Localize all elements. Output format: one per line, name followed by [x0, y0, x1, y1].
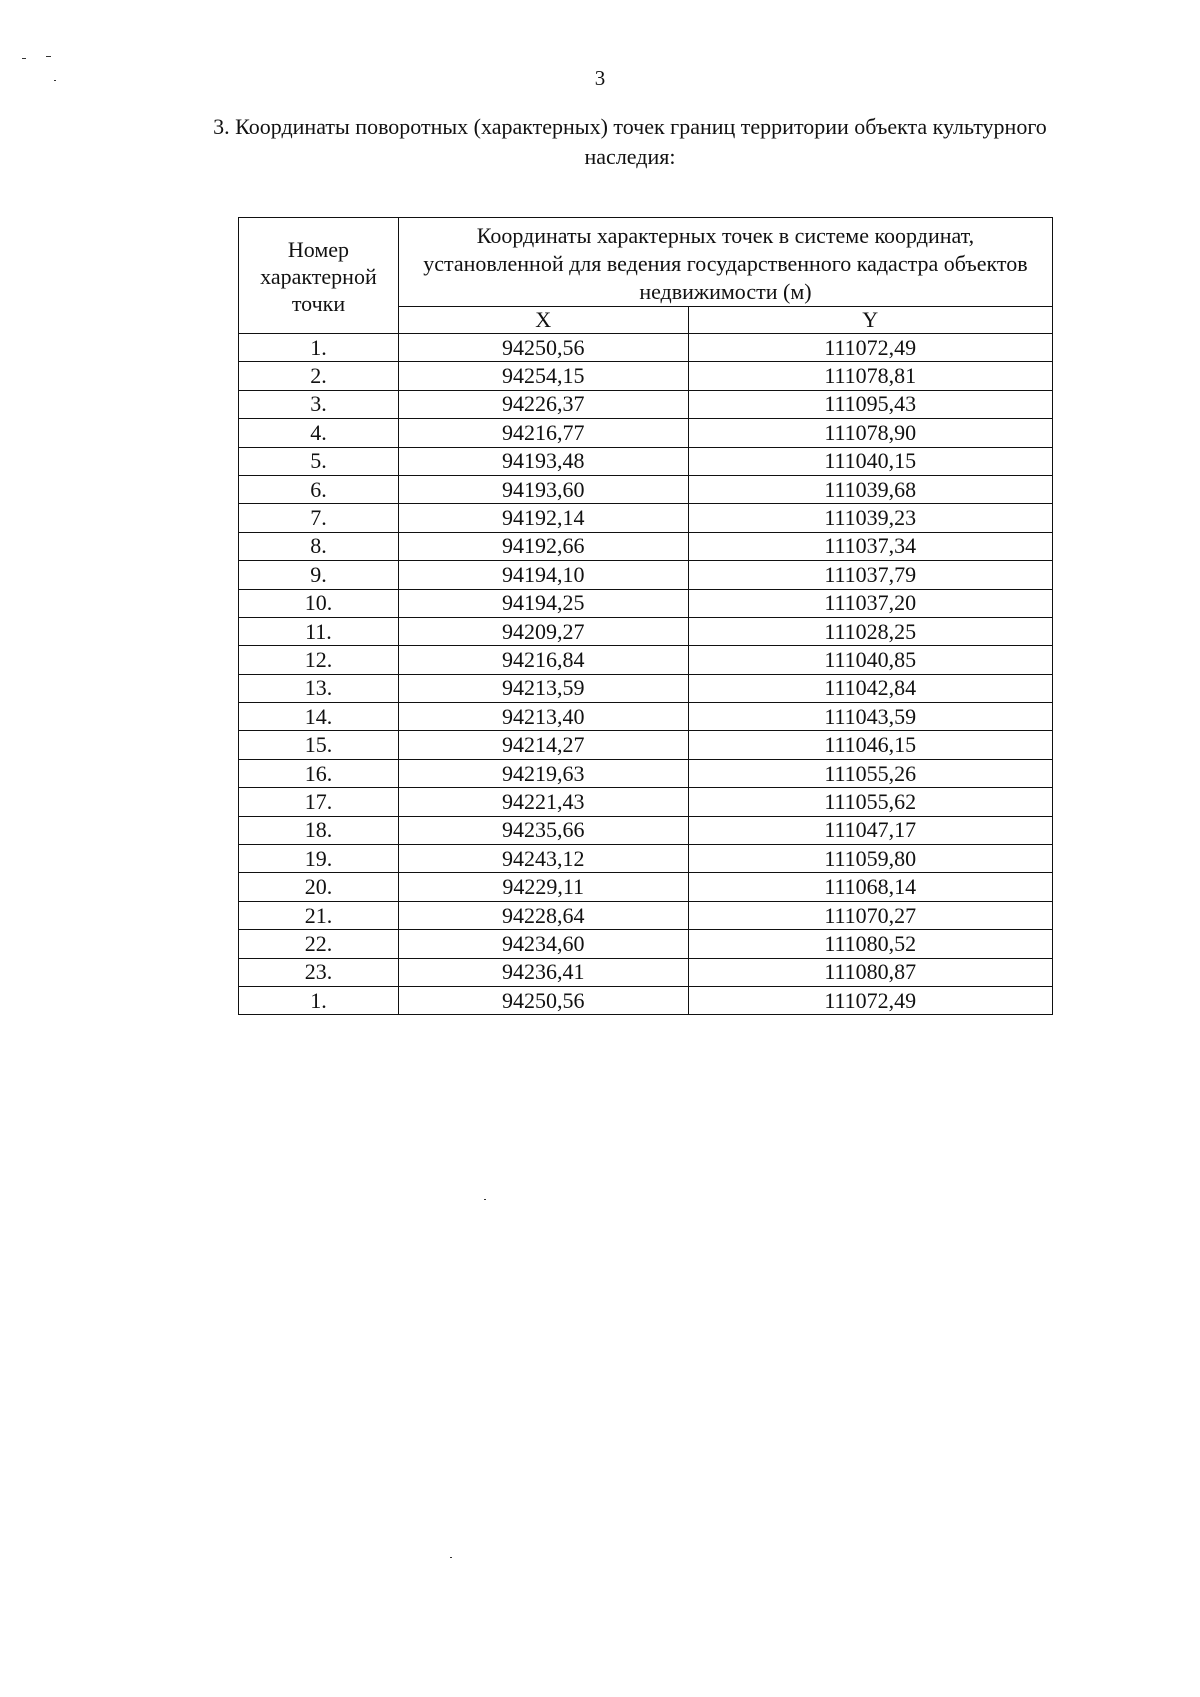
- point-number-cell: 1.: [239, 986, 399, 1014]
- y-coordinate-cell: 111037,79: [688, 561, 1053, 589]
- x-coordinate-cell: 94209,27: [398, 617, 688, 645]
- point-number-cell: 6.: [239, 475, 399, 503]
- y-coordinate-cell: 111047,17: [688, 816, 1053, 844]
- scan-artifact: [450, 1557, 452, 1558]
- y-coordinate-cell: 111040,15: [688, 447, 1053, 475]
- coordinates-table-body: [239, 334, 1053, 1015]
- point-number-cell: 12.: [239, 646, 399, 674]
- y-coordinate-cell: 111095,43: [688, 390, 1053, 418]
- table-row: [239, 986, 1053, 1014]
- point-number-cell: 23.: [239, 958, 399, 986]
- section-heading-line-2: наследия:: [584, 144, 676, 169]
- y-coordinate-cell: 111040,85: [688, 646, 1053, 674]
- point-number-cell: 7.: [239, 504, 399, 532]
- header-x: X: [398, 307, 688, 334]
- table-row: [239, 334, 1053, 362]
- table-row: [239, 504, 1053, 532]
- y-coordinate-cell: 111037,34: [688, 532, 1053, 560]
- y-coordinate-cell: 111042,84: [688, 674, 1053, 702]
- y-coordinate-cell: 111080,52: [688, 930, 1053, 958]
- point-number-cell: 19.: [239, 845, 399, 873]
- table-row: [239, 930, 1053, 958]
- point-number-cell: 2.: [239, 362, 399, 390]
- table-row: [239, 475, 1053, 503]
- scan-artifact: [22, 58, 26, 59]
- table-row: [239, 674, 1053, 702]
- header-y: Y: [688, 307, 1053, 334]
- header-coordinates: Координаты характерных точек в системе координат, установленной для ведения государственного кадастра объектов недвижимости (м): [398, 218, 1052, 307]
- y-coordinate-cell: 111080,87: [688, 958, 1053, 986]
- point-number-cell: 15.: [239, 731, 399, 759]
- table-row: [239, 362, 1053, 390]
- x-coordinate-cell: 94193,48: [398, 447, 688, 475]
- y-coordinate-cell: 111072,49: [688, 986, 1053, 1014]
- x-coordinate-cell: 94216,77: [398, 419, 688, 447]
- x-coordinate-cell: 94250,56: [398, 334, 688, 362]
- y-coordinate-cell: 111039,68: [688, 475, 1053, 503]
- page-number: 3: [594, 66, 606, 90]
- table-row: [239, 816, 1053, 844]
- point-number-cell: 17.: [239, 788, 399, 816]
- section-heading: [150, 112, 1110, 172]
- x-coordinate-cell: 94243,12: [398, 845, 688, 873]
- x-coordinate-cell: 94250,56: [398, 986, 688, 1014]
- y-coordinate-cell: 111039,23: [688, 504, 1053, 532]
- table-row: [239, 646, 1053, 674]
- y-coordinate-cell: 111046,15: [688, 731, 1053, 759]
- x-coordinate-cell: 94235,66: [398, 816, 688, 844]
- point-number-cell: 10.: [239, 589, 399, 617]
- y-coordinate-cell: 111055,26: [688, 759, 1053, 787]
- y-coordinate-cell: 111055,62: [688, 788, 1053, 816]
- point-number-cell: 21.: [239, 901, 399, 929]
- point-number-cell: 9.: [239, 561, 399, 589]
- table-row: [239, 617, 1053, 645]
- y-coordinate-cell: 111043,59: [688, 703, 1053, 731]
- y-coordinate-cell: 111059,80: [688, 845, 1053, 873]
- table-row: [239, 589, 1053, 617]
- section-heading-line-1: 3. Координаты поворотных (характерных) точек границ территории объекта культурного: [213, 114, 1047, 139]
- table-row: [239, 447, 1053, 475]
- table-row: [239, 731, 1053, 759]
- y-coordinate-cell: 111068,14: [688, 873, 1053, 901]
- coordinates-table: [238, 217, 1053, 1015]
- x-coordinate-cell: 94221,43: [398, 788, 688, 816]
- point-number-cell: 5.: [239, 447, 399, 475]
- x-coordinate-cell: 94213,59: [398, 674, 688, 702]
- x-coordinate-cell: 94216,84: [398, 646, 688, 674]
- table-row: [239, 703, 1053, 731]
- x-coordinate-cell: 94254,15: [398, 362, 688, 390]
- table-row: [239, 759, 1053, 787]
- y-coordinate-cell: 111078,90: [688, 419, 1053, 447]
- point-number-cell: 8.: [239, 532, 399, 560]
- point-number-cell: 3.: [239, 390, 399, 418]
- table-row: [239, 845, 1053, 873]
- x-coordinate-cell: 94229,11: [398, 873, 688, 901]
- x-coordinate-cell: 94213,40: [398, 703, 688, 731]
- point-number-cell: 14.: [239, 703, 399, 731]
- point-number-cell: 4.: [239, 419, 399, 447]
- table-row: [239, 901, 1053, 929]
- table-row: [239, 390, 1053, 418]
- x-coordinate-cell: 94194,25: [398, 589, 688, 617]
- y-coordinate-cell: 111070,27: [688, 901, 1053, 929]
- scan-artifact: [46, 56, 51, 57]
- point-number-cell: 13.: [239, 674, 399, 702]
- table-row: [239, 561, 1053, 589]
- x-coordinate-cell: 94228,64: [398, 901, 688, 929]
- y-coordinate-cell: 111028,25: [688, 617, 1053, 645]
- point-number-cell: 22.: [239, 930, 399, 958]
- x-coordinate-cell: 94226,37: [398, 390, 688, 418]
- header-point-number: Номер характерной точки: [239, 218, 399, 334]
- x-coordinate-cell: 94234,60: [398, 930, 688, 958]
- x-coordinate-cell: 94192,66: [398, 532, 688, 560]
- y-coordinate-cell: 111072,49: [688, 334, 1053, 362]
- table-row: [239, 958, 1053, 986]
- point-number-cell: 18.: [239, 816, 399, 844]
- scan-artifact: [484, 1199, 486, 1200]
- table-row: [239, 532, 1053, 560]
- x-coordinate-cell: 94219,63: [398, 759, 688, 787]
- table-row: [239, 788, 1053, 816]
- table-row: [239, 419, 1053, 447]
- x-coordinate-cell: 94192,14: [398, 504, 688, 532]
- x-coordinate-cell: 94193,60: [398, 475, 688, 503]
- x-coordinate-cell: 94236,41: [398, 958, 688, 986]
- y-coordinate-cell: 111037,20: [688, 589, 1053, 617]
- x-coordinate-cell: 94194,10: [398, 561, 688, 589]
- table-row: [239, 873, 1053, 901]
- point-number-cell: 1.: [239, 334, 399, 362]
- point-number-cell: 20.: [239, 873, 399, 901]
- x-coordinate-cell: 94214,27: [398, 731, 688, 759]
- point-number-cell: 11.: [239, 617, 399, 645]
- y-coordinate-cell: 111078,81: [688, 362, 1053, 390]
- point-number-cell: 16.: [239, 759, 399, 787]
